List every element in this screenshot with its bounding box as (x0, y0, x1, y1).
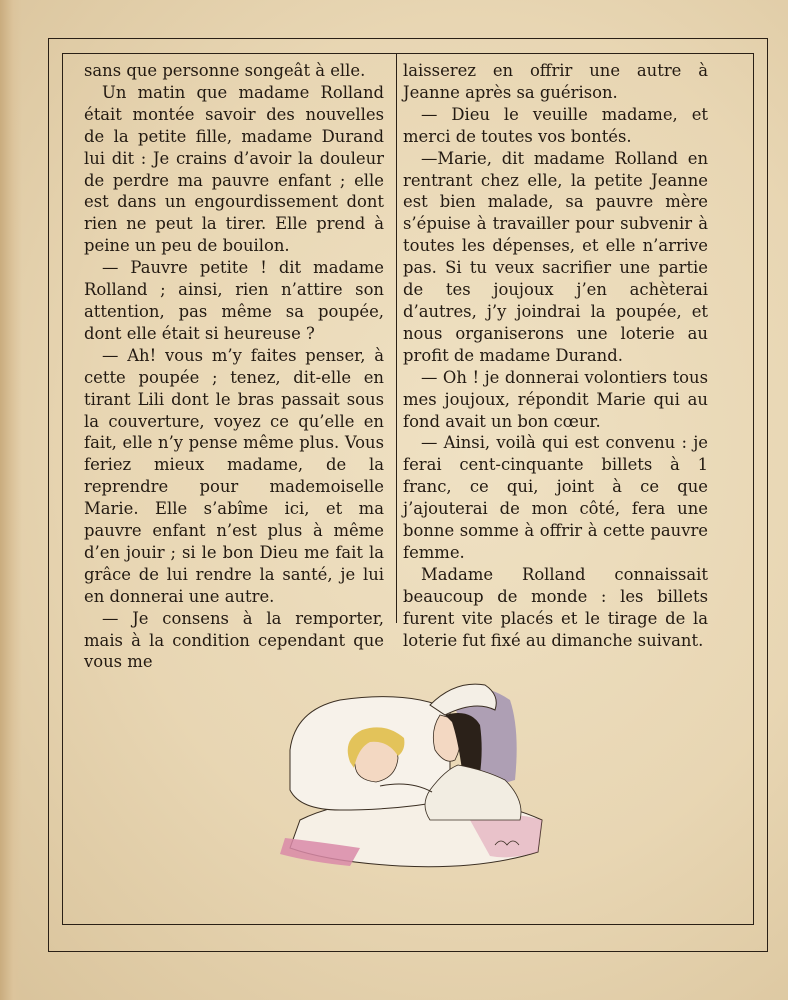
paragraph: Un matin que madame Rolland était montée savoir des nouvelles de la petite fille, madame Durand lui dit : Je crains d’avoir la douleur de perdre ma pauvre enfant ; elle est dans un engourdissement dont rien ne peut la tirer. Elle prend à peine un peu de bouilon. (84, 82, 384, 256)
paragraph: laisserez en offrir une autre à Jeanne après sa guérison. (403, 61, 708, 102)
paragraph: —Marie, dit madame Rolland en rentrant chez elle, la petite Jeanne est bien malade, sa pauvre mère s’épuise à travailler pour subvenir à toutes les dépenses, et elle n’arrive pas. Si tu veux sacrifier une partie de tes joujoux j’en achèterai d’autres, j’y joindrai la poupée, et nous organiserons une loterie au profit de madame Durand. (403, 148, 708, 365)
paragraph: — Dieu le veuille madame, et merci de toutes vos bontés. (403, 104, 708, 146)
text-column-left (84, 60, 384, 673)
text-column-right (403, 60, 708, 651)
page-left-edge (0, 0, 22, 1000)
paragraph: — Pauvre petite ! dit madame Rolland ; ainsi, rien n’attire son attention, pas même sa poupée, dont elle était si heureuse ? (84, 258, 384, 343)
paragraph: — Ah! vous m’y faites penser, à cette poupée ; tenez, dit-elle en tirant Lili dont le bras passait sous la couverture, voyez ce qu’elle en fait, elle n’y pense même plus. Vous feriez mieux madame, de la reprendre pour mademoiselle Marie. Elle s’abîme ici, et ma pauvre enfant n’est plus à même d’en jouir ; si le bon Dieu me fait la grâce de lui rendre la santé, je lui en donnerai une autre. (84, 345, 384, 606)
column-divider (396, 53, 397, 623)
paragraph: — Je consens à la remporter, mais à la condition cependant que vous me (84, 608, 384, 672)
bedside-illustration (280, 670, 560, 880)
paragraph: Madame Rolland connaissait beaucoup de monde : les billets furent vite placés et le tirage de la loterie fut fixé au dimanche suivant. (403, 564, 708, 650)
paragraph: sans que personne songeât à elle. (84, 61, 366, 80)
paragraph: — Ainsi, voilà qui est convenu : je ferai cent-cinquante billets à 1 franc, ce qui, joint à ce que j’ajouterai de mon côté, fera une bonne somme à offrir à cette pauvre femme. (403, 433, 708, 562)
girl-leaning-over-sick-child-icon (280, 670, 560, 880)
paragraph: — Oh ! je donnerai volontiers tous mes joujoux, répondit Marie qui au fond avait un bon cœur. (403, 367, 708, 431)
